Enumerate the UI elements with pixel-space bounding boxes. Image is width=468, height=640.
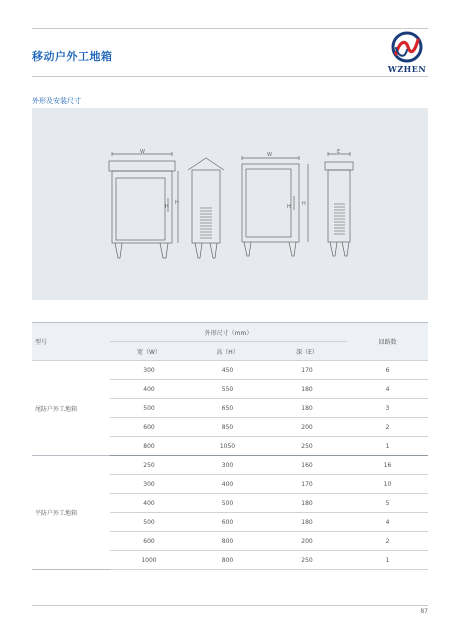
cell-height: 400 xyxy=(188,475,267,494)
logo-wordmark: WZHEN xyxy=(387,64,427,74)
cell-height: 450 xyxy=(188,361,267,380)
cell-width: 300 xyxy=(110,475,188,494)
dim-label-h1b: H xyxy=(175,200,179,206)
header-top-rule xyxy=(32,28,428,29)
dimension-drawing xyxy=(32,108,428,300)
header-width: 宽（W） xyxy=(110,342,188,361)
cell-circuits: 2 xyxy=(347,418,428,437)
cell-height: 800 xyxy=(188,551,267,570)
cell-circuits: 3 xyxy=(347,399,428,418)
dim-label-h2b: H xyxy=(302,201,306,207)
cell-depth: 200 xyxy=(267,418,347,437)
header-dimensions: 外形尺寸（mm） xyxy=(110,323,347,342)
cell-height: 650 xyxy=(188,399,267,418)
cell-height: 600 xyxy=(188,513,267,532)
cell-width: 500 xyxy=(110,513,188,532)
cell-height: 550 xyxy=(188,380,267,399)
model-cell: 平防户外工地箱 xyxy=(32,456,110,570)
dim-label-w1: W xyxy=(140,149,145,155)
cell-depth: 180 xyxy=(267,494,347,513)
cell-circuits: 4 xyxy=(347,380,428,399)
table-row xyxy=(32,361,428,380)
cell-depth: 160 xyxy=(267,456,347,475)
footer-rule xyxy=(32,605,428,606)
dim-label-w2: W xyxy=(267,152,272,158)
box1-front-view xyxy=(109,149,179,258)
cell-height: 800 xyxy=(188,532,267,551)
header-circuits: 回路数 xyxy=(347,323,428,361)
cell-width: 500 xyxy=(110,399,188,418)
cell-width: 250 xyxy=(110,456,188,475)
header-bottom-rule xyxy=(32,76,428,77)
header-height: 高（H） xyxy=(188,342,267,361)
header-depth: 深（E） xyxy=(267,342,347,361)
cell-height: 500 xyxy=(188,494,267,513)
cell-circuits: 4 xyxy=(347,513,428,532)
cell-depth: 170 xyxy=(267,475,347,494)
cell-circuits: 6 xyxy=(347,361,428,380)
cell-width: 300 xyxy=(110,361,188,380)
cell-width: 1000 xyxy=(110,551,188,570)
cell-circuits: 10 xyxy=(347,475,428,494)
page-title: 移动户外工地箱 xyxy=(32,50,113,63)
cell-width: 400 xyxy=(110,494,188,513)
cell-depth: 250 xyxy=(267,437,347,456)
table-row xyxy=(32,456,428,475)
cell-width: 800 xyxy=(110,437,188,456)
cell-width: 600 xyxy=(110,418,188,437)
cell-depth: 180 xyxy=(267,380,347,399)
cell-depth: 180 xyxy=(267,399,347,418)
cell-circuits: 5 xyxy=(347,494,428,513)
cell-depth: 250 xyxy=(267,551,347,570)
cell-depth: 200 xyxy=(267,532,347,551)
cell-height: 1050 xyxy=(188,437,267,456)
dim-label-h2: H xyxy=(287,204,291,210)
cell-circuits: 1 xyxy=(347,551,428,570)
cell-depth: 170 xyxy=(267,361,347,380)
cell-circuits: 1 xyxy=(347,437,428,456)
cell-width: 400 xyxy=(110,380,188,399)
header-model: 型号 xyxy=(32,323,110,361)
box3-front-view xyxy=(242,152,308,256)
dim-label-e: E xyxy=(337,149,341,155)
cell-height: 850 xyxy=(188,418,267,437)
cell-depth: 180 xyxy=(267,513,347,532)
cell-width: 600 xyxy=(110,532,188,551)
section-title: 外形及安装尺寸 xyxy=(32,97,81,105)
cell-circuits: 16 xyxy=(347,456,428,475)
cell-height: 300 xyxy=(188,456,267,475)
dim-label-h1: H xyxy=(165,204,169,210)
spec-table xyxy=(32,322,428,570)
box4-side-view xyxy=(325,149,353,256)
page-number: 87 xyxy=(420,608,428,615)
cell-circuits: 2 xyxy=(347,532,428,551)
box2-side-view xyxy=(188,158,224,258)
model-cell: 尾防户外工地箱 xyxy=(32,361,110,456)
